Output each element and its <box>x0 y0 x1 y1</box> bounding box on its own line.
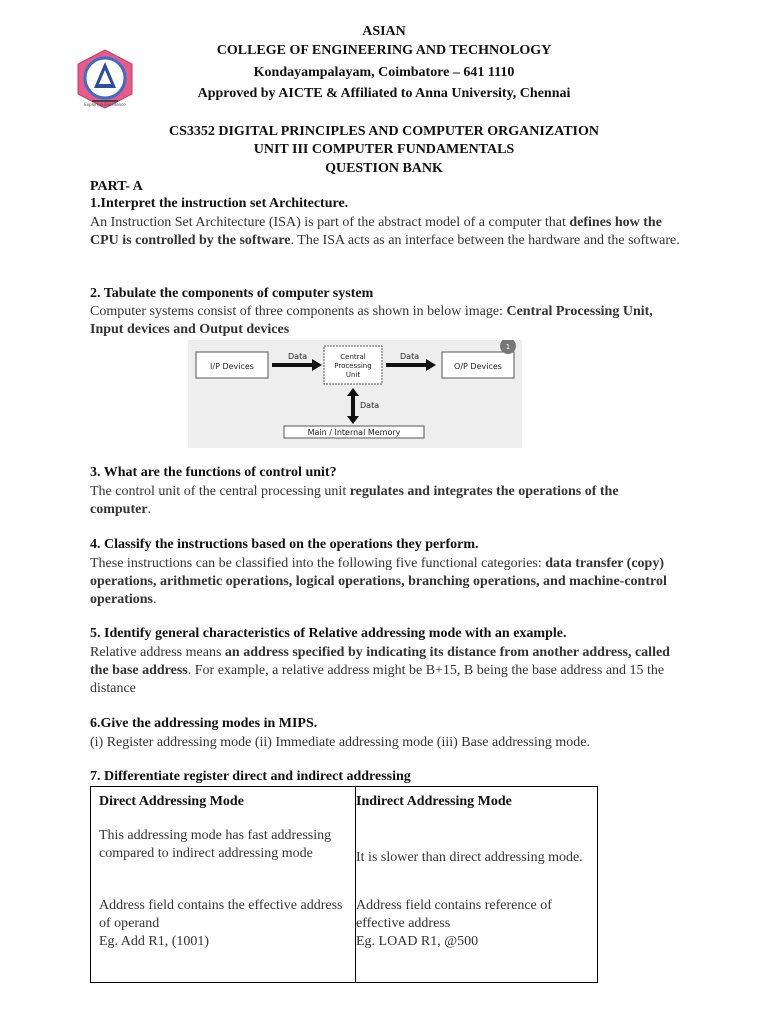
table-cell-direct-speed: This addressing mode has fast addressing compared to indirect addressing mode <box>91 821 356 895</box>
direct-field-text: Address field contains the effective address of operand <box>99 897 343 931</box>
q4-answer: These instructions can be classified into the following five functional categories: data transfer (copy) operations, arithmetic operations, logical operations, branching operations, and machine-control operations. <box>90 556 667 607</box>
college-name-line2: COLLEGE OF ENGINEERING AND TECHNOLOGY <box>216 43 552 58</box>
q4-question: 4. Classify the instructions based on the operations they perform. <box>90 537 479 552</box>
college-address: Kondayampalayam, Coimbatore – 641 1110 <box>253 65 515 80</box>
logo-caption: Exploring Excellence <box>84 102 126 107</box>
table-cell-direct-field <box>91 895 356 983</box>
addressing-comparison-table <box>90 786 598 983</box>
q5-answer: Relative address means an address specified by indicating its distance from another address, called the base address. For example, a relative address might be B+15, B being the base address and 15 the distance <box>90 645 670 696</box>
cpu-label-1: Central <box>340 353 366 361</box>
data-down-label: Data <box>360 401 380 410</box>
college-name-line1: ASIAN <box>362 24 406 39</box>
table-header-indirect: Indirect Addressing Mode <box>356 794 512 809</box>
q6-answer: (i) Register addressing mode (ii) Immediate addressing mode (iii) Base addressing mode. <box>90 735 590 750</box>
badge-label: 1 <box>505 343 511 351</box>
indirect-field-text: Address field contains reference of effective address <box>356 897 552 931</box>
indirect-example: Eg. LOAD R1, @500 <box>356 933 479 949</box>
doc-type: QUESTION BANK <box>325 161 443 176</box>
q1-question: 1.Interpret the instruction set Architecture. <box>90 196 349 211</box>
q2-question: 2. Tabulate the components of computer system <box>90 286 374 301</box>
part-label: PART- A <box>90 179 143 194</box>
q7-question: 7. Differentiate register direct and indirect addressing <box>90 769 411 784</box>
computer-components-diagram <box>188 340 522 448</box>
q2-answer: Computer systems consist of three components as shown in below image: Central Processing Unit, Input devices and Output devices <box>90 304 653 337</box>
table-cell-indirect-field <box>356 895 598 983</box>
data-right-label: Data <box>400 352 420 361</box>
q1-answer: An Instruction Set Architecture (ISA) is part of the abstract model of a computer that defines how the CPU is controlled by the software. The ISA acts as an interface between the hardware and the software. <box>90 215 680 248</box>
cpu-label-2: Processing <box>334 362 372 370</box>
cpu-label-3: Unit <box>345 371 361 379</box>
q6-question: 6.Give the addressing modes in MIPS. <box>90 716 318 731</box>
approval-line: Approved by AICTE & Affiliated to Anna University, Chennai <box>197 86 571 101</box>
data-left-label: Data <box>288 352 308 361</box>
table-header-direct: Direct Addressing Mode <box>91 787 356 821</box>
table-cell-indirect-speed: It is slower than direct addressing mode. <box>356 849 583 865</box>
direct-example: Eg. Add R1, (1001) <box>99 933 210 949</box>
q3-question: 3. What are the functions of control unit? <box>90 465 337 480</box>
course-title: CS3352 DIGITAL PRINCIPLES AND COMPUTER ORGANIZATION <box>168 124 600 139</box>
unit-title: UNIT III COMPUTER FUNDAMENTALS <box>253 142 515 157</box>
q5-question: 5. Identify general characteristics of Relative addressing mode with an example. <box>90 626 567 641</box>
output-box-label: O/P Devices <box>454 362 502 371</box>
q3-answer: The control unit of the central processing unit regulates and integrates the operations of the computer. <box>90 484 619 517</box>
memory-box-label: Main / Internal Memory <box>307 428 401 437</box>
input-box-label: I/P Devices <box>210 362 254 371</box>
